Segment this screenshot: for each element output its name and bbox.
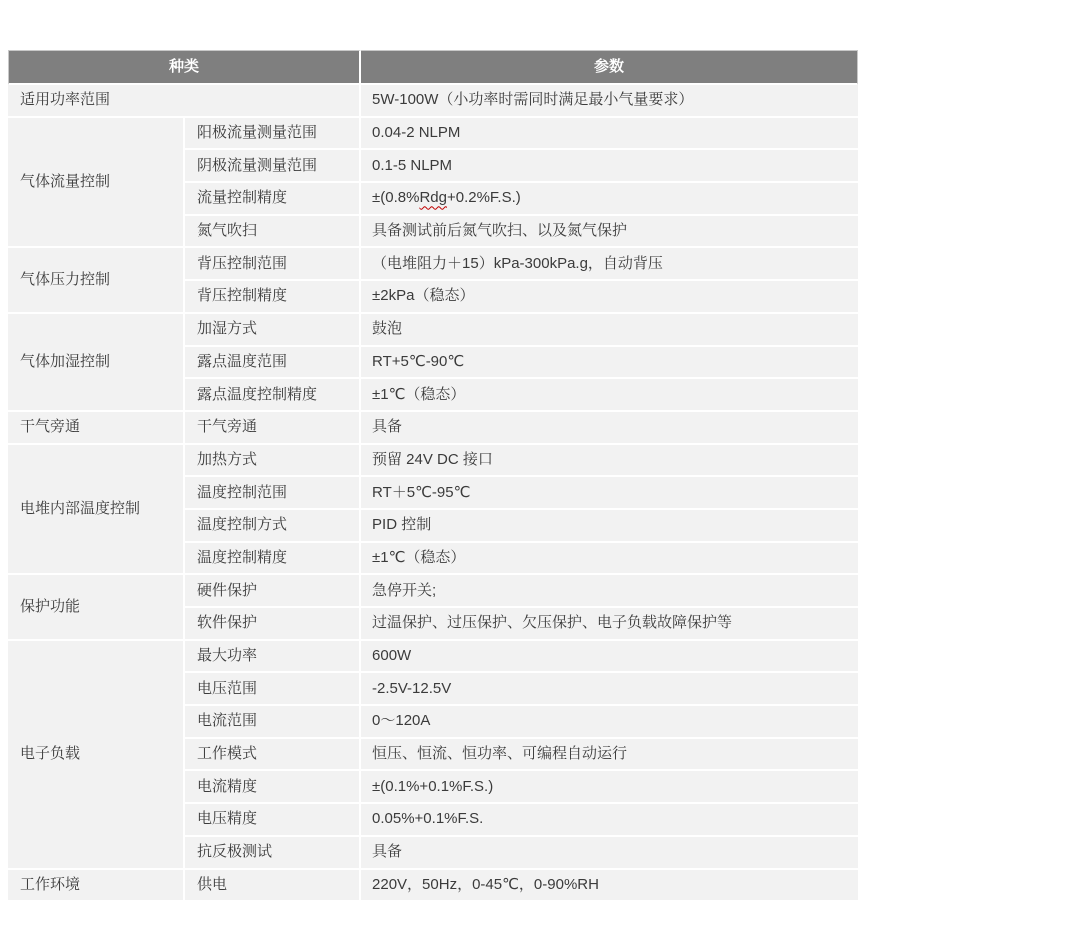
- table-row: [8, 575, 858, 608]
- value-cell: ±1℃（稳态）: [361, 543, 858, 576]
- table-row: [8, 248, 858, 281]
- spec-table-header: [8, 50, 858, 85]
- table-row: [8, 641, 858, 674]
- sub-item-cell: 露点温度范围: [185, 347, 361, 380]
- table-row: [8, 85, 858, 118]
- sub-item-cell: 电流范围: [185, 706, 361, 739]
- sub-item-cell: 温度控制精度: [185, 543, 361, 576]
- value-cell: RT＋5℃-95℃: [361, 477, 858, 510]
- sub-item-cell: 加湿方式: [185, 314, 361, 347]
- value-cell: ±(0.1%+0.1%F.S.): [361, 771, 858, 804]
- table-row: [8, 445, 858, 478]
- table-row: [8, 118, 858, 151]
- category-cell: 电堆内部温度控制: [8, 445, 185, 576]
- value-cell: 220V，50Hz，0-45℃，0-90%RH: [361, 870, 858, 903]
- value-cell: ±(0.8%Rdg+0.2%F.S.): [361, 183, 858, 216]
- value-cell: PID 控制: [361, 510, 858, 543]
- category-cell: 保护功能: [8, 575, 185, 640]
- sub-item-cell: 加热方式: [185, 445, 361, 478]
- sub-item-cell: 氮气吹扫: [185, 216, 361, 249]
- table-row: [8, 870, 858, 903]
- value-cell: 0.04-2 NLPM: [361, 118, 858, 151]
- value-cell: 急停开关;: [361, 575, 858, 608]
- category-cell: 适用功率范围: [8, 85, 361, 118]
- value-cell: 5W-100W（小功率时需同时满足最小气量要求）: [361, 85, 858, 118]
- sub-item-cell: 温度控制范围: [185, 477, 361, 510]
- sub-item-cell: 背压控制范围: [185, 248, 361, 281]
- sub-item-cell: 阳极流量测量范围: [185, 118, 361, 151]
- value-cell: 0.1-5 NLPM: [361, 150, 858, 183]
- value-cell: RT+5℃-90℃: [361, 347, 858, 380]
- value-cell: 预留 24V DC 接口: [361, 445, 858, 478]
- category-cell: 气体流量控制: [8, 118, 185, 249]
- spec-table: [8, 50, 858, 902]
- sub-item-cell: 温度控制方式: [185, 510, 361, 543]
- value-cell: 过温保护、过压保护、欠压保护、电子负载故障保护等: [361, 608, 858, 641]
- sub-item-cell: 流量控制精度: [185, 183, 361, 216]
- sub-item-cell: 硬件保护: [185, 575, 361, 608]
- spec-table-body: [8, 85, 858, 902]
- header-row: [8, 50, 858, 85]
- value-cell: （电堆阻力＋15）kPa-300kPa.g，自动背压: [361, 248, 858, 281]
- sub-item-cell: 工作模式: [185, 739, 361, 772]
- value-cell: 具备测试前后氮气吹扫、以及氮气保护: [361, 216, 858, 249]
- value-cell: ±2kPa（稳态）: [361, 281, 858, 314]
- value-cell: 0～120A: [361, 706, 858, 739]
- sub-item-cell: 干气旁通: [185, 412, 361, 445]
- category-cell: 工作环境: [8, 870, 185, 903]
- value-cell: 鼓泡: [361, 314, 858, 347]
- value-cell: 恒压、恒流、恒功率、可编程自动运行: [361, 739, 858, 772]
- sub-item-cell: 抗反极测试: [185, 837, 361, 870]
- sub-item-cell: 电压范围: [185, 673, 361, 706]
- sub-item-cell: 电流精度: [185, 771, 361, 804]
- sub-item-cell: 背压控制精度: [185, 281, 361, 314]
- value-cell: 600W: [361, 641, 858, 674]
- header-cell-type: 种类: [8, 50, 361, 85]
- value-cell: -2.5V-12.5V: [361, 673, 858, 706]
- sub-item-cell: 露点温度控制精度: [185, 379, 361, 412]
- sub-item-cell: 软件保护: [185, 608, 361, 641]
- table-row: [8, 412, 858, 445]
- category-cell: 电子负载: [8, 641, 185, 870]
- value-cell: ±1℃（稳态）: [361, 379, 858, 412]
- value-cell: 0.05%+0.1%F.S.: [361, 804, 858, 837]
- table-row: [8, 314, 858, 347]
- value-cell: 具备: [361, 837, 858, 870]
- value-cell: 具备: [361, 412, 858, 445]
- sub-item-cell: 阴极流量测量范围: [185, 150, 361, 183]
- header-cell-params: 参数: [361, 50, 858, 85]
- category-cell: 气体压力控制: [8, 248, 185, 313]
- sub-item-cell: 最大功率: [185, 641, 361, 674]
- sub-item-cell: 电压精度: [185, 804, 361, 837]
- sub-item-cell: 供电: [185, 870, 361, 903]
- category-cell: 气体加湿控制: [8, 314, 185, 412]
- category-cell: 干气旁通: [8, 412, 185, 445]
- spellcheck-underlined-word: Rdg: [419, 189, 447, 207]
